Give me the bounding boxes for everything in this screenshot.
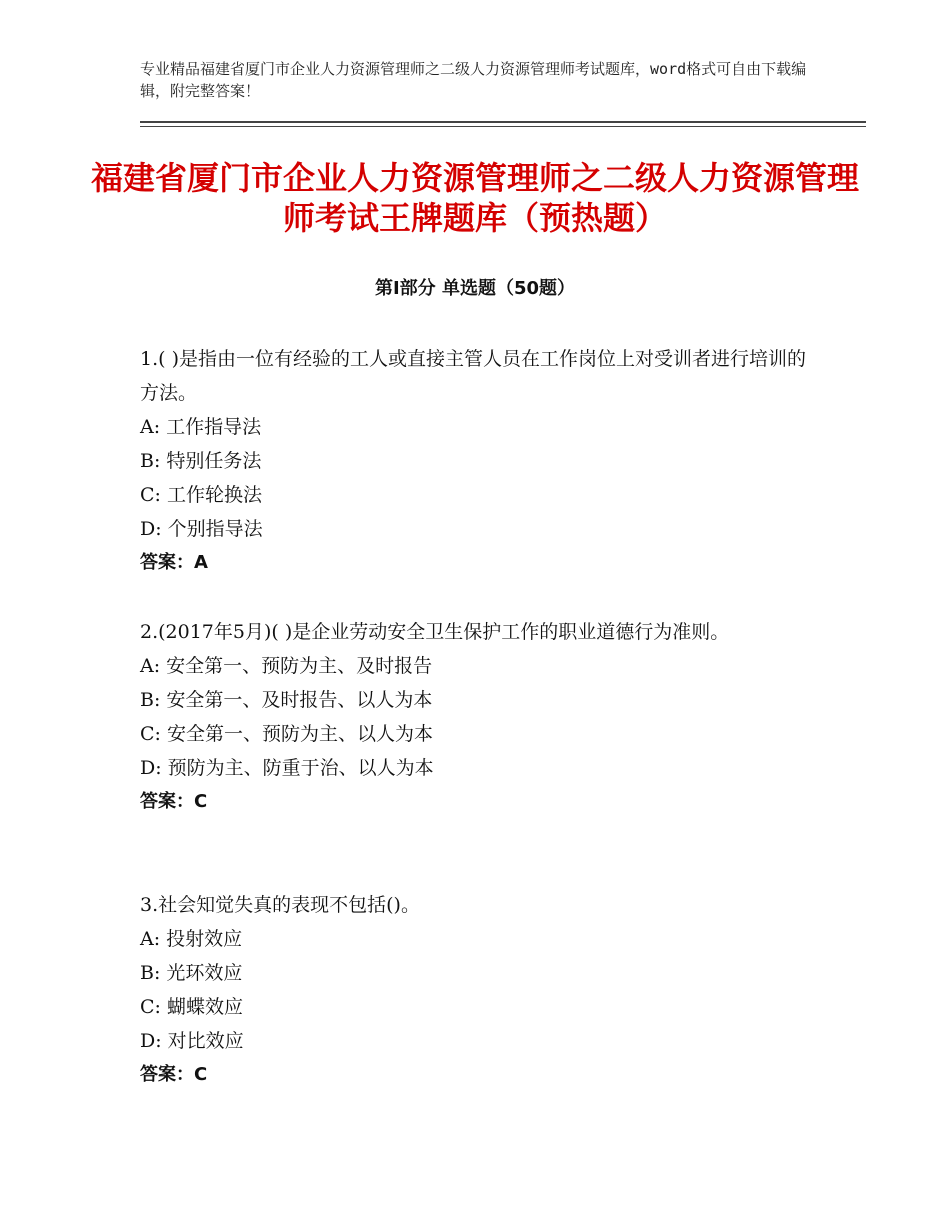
section-title: 第Ⅰ部分 单选题（50题） [374, 278, 575, 299]
question-stem: 3.社会知觉失真的表现不包括()。 [140, 894, 420, 916]
answer: 答案：C [140, 1064, 208, 1085]
document-title: 福建省厦门市企业人力资源管理师之二级人力资源管理师考试王牌题库（预热题） [90, 159, 859, 237]
header-divider [140, 121, 866, 123]
option-a: A: 工作指导法 [140, 416, 262, 438]
option-a: A: 投射效应 [140, 928, 243, 950]
question-stem: 2.(2017年5月)( )是企业劳动安全卫生保护工作的职业道德行为准则。 [140, 621, 730, 643]
question-2 [140, 615, 820, 819]
option-b: B: 安全第一、及时报告、以人为本 [140, 689, 433, 711]
option-b: B: 特别任务法 [140, 450, 262, 472]
option-d: D: 对比效应 [140, 1030, 244, 1052]
option-c: C: 安全第一、预防为主、以人为本 [140, 723, 433, 745]
option-c: C: 蝴蝶效应 [140, 996, 243, 1018]
question-3 [140, 888, 820, 1092]
option-d: D: 个别指导法 [140, 518, 263, 540]
option-b: B: 光环效应 [140, 962, 243, 984]
option-a: A: 安全第一、预防为主、及时报告 [140, 655, 433, 677]
option-d: D: 预防为主、防重于治、以人为本 [140, 757, 434, 779]
header-divider-thin [140, 126, 866, 127]
header-note: 专业精品福建省厦门市企业人力资源管理师之二级人力资源管理师考试题库，word格式可自由下载编辑，附完整答案！ [140, 60, 807, 100]
answer: 答案：C [140, 791, 208, 812]
option-c: C: 工作轮换法 [140, 484, 262, 506]
question-stem: 1.( )是指由一位有经验的工人或直接主管人员在工作岗位上对受训者进行培训的方法。 [140, 348, 806, 404]
answer: 答案：A [140, 552, 208, 573]
question-1 [140, 342, 820, 580]
